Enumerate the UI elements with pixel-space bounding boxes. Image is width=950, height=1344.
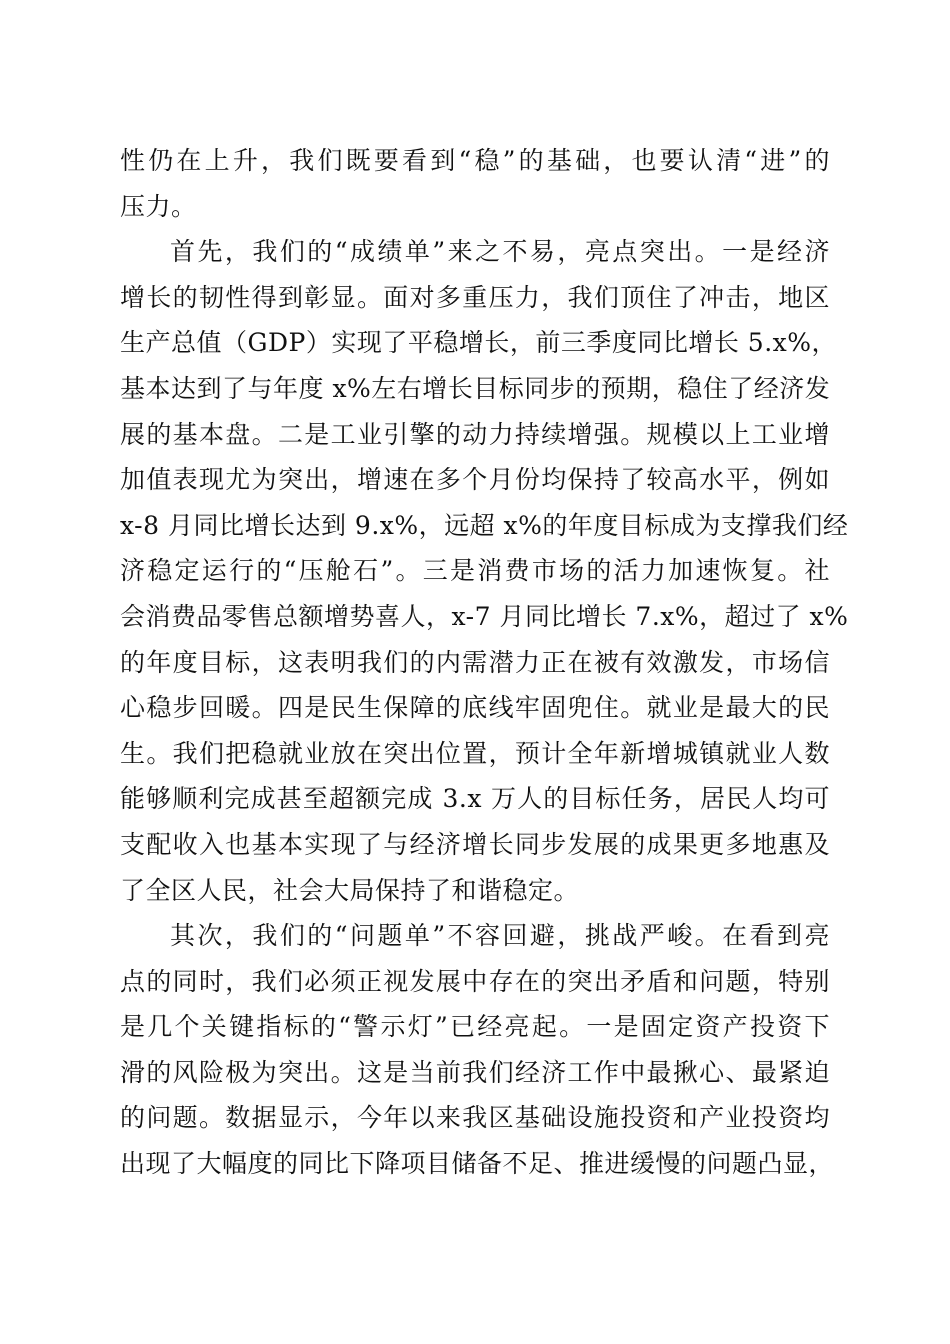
- text-line: 支配收入也基本实现了与经济增长同步发展的成果更多地惠及: [120, 829, 830, 859]
- text-line: 滑的风险极为突出。这是当前我们经济工作中最揪心、最紧迫: [120, 1057, 830, 1087]
- text-line: 能够顺利完成甚至超额完成 3.x 万人的目标任务，居民人均可: [120, 784, 830, 814]
- text-line: 了全区人民，社会大局保持了和谐稳定。: [120, 875, 580, 905]
- text-line: 首先，我们的“成绩单”来之不易，亮点突出。一是经济: [170, 237, 830, 267]
- text-line: 生产总值（GDP）实现了平稳增长，前三季度同比增长 5.x%，: [120, 328, 837, 358]
- paragraph-1: [120, 138, 830, 229]
- text-line: 的年度目标，这表明我们的内需潜力正在被有效激发，市场信: [120, 647, 830, 677]
- text-line: 增长的韧性得到彰显。面对多重压力，我们顶住了冲击，地区: [120, 282, 830, 312]
- text-line: 济稳定运行的“压舱石”。三是消费市场的活力加速恢复。社: [120, 556, 830, 586]
- text-line: 出现了大幅度的同比下降项目储备不足、推进缓慢的问题凸显，: [120, 1149, 835, 1179]
- text-line: 基本达到了与年度 x%左右增长目标同步的预期，稳住了经济发: [120, 373, 831, 403]
- text-line: 性仍在上升，我们既要看到“稳”的基础，也要认清“进”的: [120, 146, 830, 175]
- text-line: 心稳步回暖。四是民生保障的底线牢固兜住。就业是最大的民: [120, 693, 830, 723]
- text-line: x-8 月同比增长达到 9.x%，远超 x%的年度目标成为支撑我们经: [120, 510, 849, 540]
- text-line: 的问题。数据显示，今年以来我区基础设施投资和产业投资均: [120, 1103, 830, 1133]
- text-line: 展的基本盘。二是工业引擎的动力持续增强。规模以上工业增: [120, 419, 830, 449]
- document-page: [120, 138, 849, 1187]
- text-line: 加值表现尤为突出，增速在多个月份均保持了较高水平，例如: [120, 465, 830, 495]
- text-line: 其次，我们的“问题单”不容回避，挑战严峻。在看到亮: [170, 921, 830, 951]
- text-line: 点的同时，我们必须正视发展中存在的突出矛盾和问题，特别: [120, 966, 830, 996]
- paragraph-2: [120, 229, 849, 913]
- text-line: 是几个关键指标的“警示灯”已经亮起。一是固定资产投资下: [120, 1012, 830, 1042]
- paragraph-3: [120, 913, 835, 1187]
- text-line: 会消费品零售总额增势喜人，x-7 月同比增长 7.x%，超过了 x%: [120, 601, 849, 631]
- text-line: 压力。: [120, 191, 197, 221]
- text-line: 生。我们把稳就业放在突出位置，预计全年新增城镇就业人数: [120, 738, 830, 768]
